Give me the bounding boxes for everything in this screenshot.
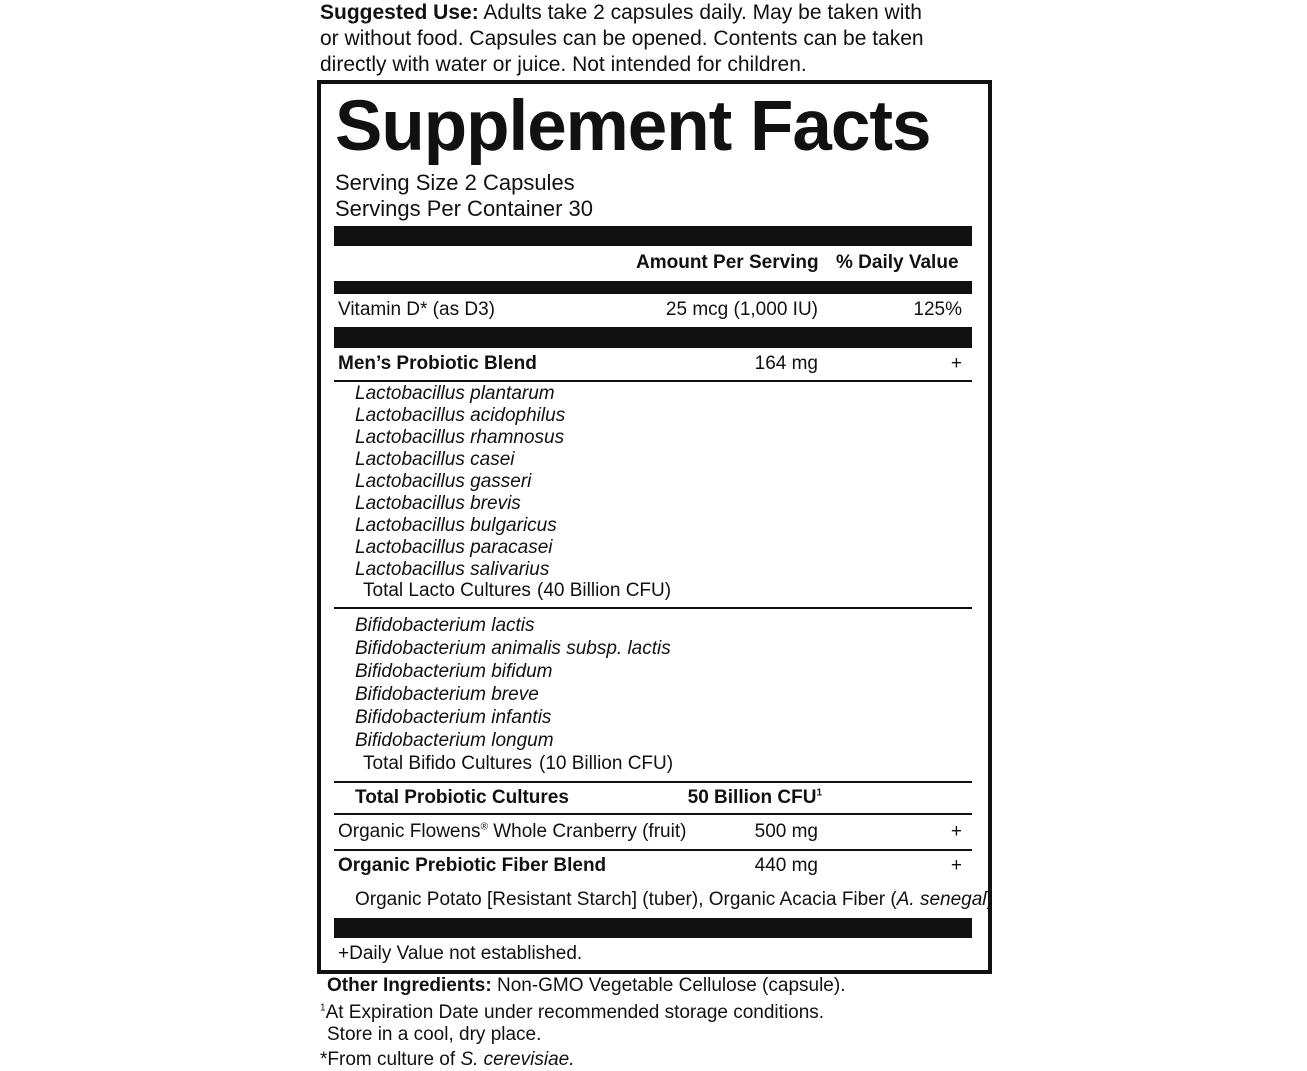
- thin-divider: [334, 380, 972, 382]
- lacto-strain: Lactobacillus brevis: [355, 493, 521, 514]
- other-ingredients-text: Non-GMO Vegetable Cellulose (capsule).: [491, 975, 846, 996]
- total-probiotic-amount-cell: [600, 786, 822, 810]
- bifido-total-label: Total Bifido Cultures: [363, 753, 532, 774]
- bifido-strain: Bifidobacterium infantis: [355, 707, 552, 728]
- fiber-sources: [355, 888, 993, 912]
- serving-size: Serving Size 2 Capsules: [335, 170, 575, 195]
- bifido-strain: Bifidobacterium breve: [355, 684, 539, 705]
- lacto-strain: Lactobacillus rhamnosus: [355, 427, 565, 448]
- medium-divider: [334, 281, 972, 294]
- bifido-strain: Bifidobacterium bifidum: [355, 661, 553, 682]
- thin-divider: [334, 813, 972, 815]
- suggested-use-line3: directly with water or juice. Not intended for children.: [320, 53, 807, 76]
- lacto-strain: Lactobacillus casei: [355, 449, 515, 470]
- cranberry-dv: +: [950, 821, 962, 842]
- fiber-blend-dv: +: [950, 855, 962, 876]
- lacto-strain: Lactobacillus plantarum: [355, 383, 555, 404]
- cranberry-name-b: Whole Cranberry (fruit): [487, 821, 687, 842]
- column-header-amount: Amount Per Serving: [636, 252, 819, 273]
- probiotic-blend-amount: 164 mg: [754, 353, 818, 374]
- suggested-use: [320, 0, 980, 78]
- probiotic-blend-dv: +: [950, 353, 962, 374]
- thin-divider: [334, 849, 972, 851]
- other-ingredients-label: Other Ingredients:: [327, 975, 492, 996]
- fiber-sources-text: Organic Potato [Resistant Starch] (tuber), Organic Acacia Fiber (: [355, 889, 897, 910]
- footnote-star-species: S. cerevisiae.: [460, 1049, 575, 1070]
- fiber-blend-name: Organic Prebiotic Fiber Blend: [338, 855, 607, 876]
- vitamin-d-dv: 125%: [913, 299, 962, 320]
- thick-divider: [334, 327, 972, 348]
- thin-divider: [334, 607, 972, 609]
- footnote-ref: 1: [816, 787, 822, 799]
- servings-per-container: Servings Per Container 30: [335, 196, 594, 221]
- lacto-strain: Lactobacillus bulgaricus: [355, 515, 557, 536]
- fiber-species: A. senegal: [896, 889, 987, 910]
- total-probiotic-name: Total Probiotic Cultures: [355, 787, 569, 808]
- lacto-total-label: Total Lacto Cultures: [363, 580, 531, 601]
- bifido-total-value: (10 Billion CFU): [539, 753, 674, 774]
- daily-value-note: +Daily Value not established.: [338, 943, 583, 964]
- fiber-blend-amount: 440 mg: [754, 855, 818, 876]
- probiotic-blend-name: Men’s Probiotic Blend: [338, 353, 537, 374]
- cranberry-name-a: Organic Flowens: [338, 821, 481, 842]
- footnote-1-mark: 1: [320, 1002, 326, 1014]
- suggested-use-label: Suggested Use:: [320, 1, 479, 24]
- vitamin-d-amount: 25 mcg (1,000 IU): [665, 299, 818, 320]
- panel-title: Supplement Facts: [335, 87, 931, 166]
- suggested-use-line1: Adults take 2 capsules daily. May be taken with: [478, 1, 922, 24]
- footnote-1-line1: At Expiration Date under recommended storage conditions.: [325, 1002, 825, 1023]
- footnote-star-text: *From culture of: [320, 1049, 461, 1070]
- lacto-strain: Lactobacillus paracasei: [355, 537, 553, 558]
- footnote-star: [320, 1049, 574, 1071]
- registered-mark: ®: [480, 821, 488, 833]
- lacto-strain: Lactobacillus acidophilus: [355, 405, 566, 426]
- other-ingredients: [327, 975, 845, 997]
- total-probiotic-amount: 50 Billion CFU: [687, 787, 817, 808]
- bifido-strain: Bifidobacterium animalis subsp. lactis: [355, 638, 671, 659]
- column-header-daily-value: % Daily Value: [836, 252, 959, 273]
- bifido-strain: Bifidobacterium longum: [355, 730, 554, 751]
- lacto-total-value: (40 Billion CFU): [537, 580, 672, 601]
- vitamin-d-name: Vitamin D* (as D3): [338, 299, 495, 320]
- suggested-use-line2: or without food. Capsules can be opened. Contents can be taken: [320, 27, 924, 50]
- lacto-strain: Lactobacillus gasseri: [355, 471, 532, 492]
- bifido-strain: Bifidobacterium lactis: [355, 615, 535, 636]
- lacto-strain: Lactobacillus salivarius: [355, 559, 550, 580]
- footnote-1: [320, 1002, 824, 1024]
- thick-divider: [334, 226, 972, 246]
- cranberry-amount: 500 mg: [754, 821, 818, 842]
- thick-divider: [334, 918, 972, 938]
- fiber-sources-close: ): [986, 889, 993, 910]
- footnote-1-line2: Store in a cool, dry place.: [327, 1024, 542, 1045]
- thin-divider: [334, 781, 972, 783]
